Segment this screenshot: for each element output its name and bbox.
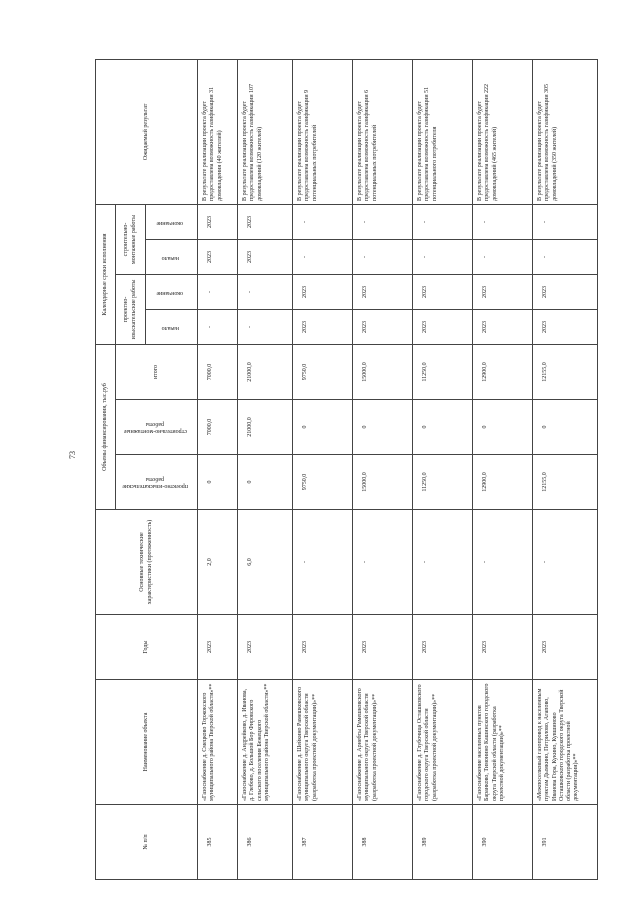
cell-pir-start: 2023 (293, 309, 353, 344)
cell-num: 385 (198, 805, 238, 880)
header-funding: Объемы финансирования, тыс.руб (96, 344, 116, 509)
cell-smr-start: 2023 (238, 239, 293, 274)
cell-specs: - (353, 510, 413, 615)
table-row (238, 59, 293, 879)
cell-specs: 6,0 (238, 510, 293, 615)
cell-funding-pir: 12900,0 (473, 455, 533, 510)
cell-smr-end: - (413, 204, 473, 239)
cell-years: 2023 (293, 615, 353, 680)
header-schedule-smr: строительно-монтажные работы (116, 204, 146, 274)
cell-specs: 2,0 (198, 510, 238, 615)
cell-name: «Газоснабжение д. Шейкино Рамешковского муниципального округа Тверской области (разработка проектной документации)»** (293, 680, 353, 805)
cell-funding-pir: 11250,0 (413, 455, 473, 510)
cell-result: В результате реализации проекта будет предоставлена возможность газификации 107 домовладений (120 жителей) (238, 59, 293, 204)
cell-funding-smr: 0 (353, 400, 413, 455)
cell-years: 2023 (353, 615, 413, 680)
cell-pir-end: - (238, 274, 293, 309)
page-number: 73 (68, 451, 77, 459)
cell-smr-start: 2023 (198, 239, 238, 274)
header-smr-start-label: начало (161, 254, 179, 261)
cell-specs: - (293, 510, 353, 615)
cell-funding-smr: 21000,0 (238, 400, 293, 455)
table-body (198, 59, 598, 879)
header-result: Ожидаемый результат (96, 59, 198, 204)
cell-num: 386 (238, 805, 293, 880)
cell-result: В результате реализации проекта будет предоставлена возможность газификации 305 домовладений (350 жителей) (533, 59, 598, 204)
cell-pir-end: - (198, 274, 238, 309)
cell-pir-start: 2023 (473, 309, 533, 344)
cell-funding-smr: 0 (293, 400, 353, 455)
cell-smr-end: - (293, 204, 353, 239)
table-row (353, 59, 413, 879)
cell-name: «Газоснабжение населенных пунктов Баранково, Тимонино Кашинского городского округа Тверской области (разработка проектной документации)»** (473, 680, 533, 805)
header-smr-end-label: окончание (156, 219, 184, 226)
cell-smr-start: - (293, 239, 353, 274)
cell-result: В результате реализации проекта будет предоставлена возможность газификации 222 домовладений (465 жителей) (473, 59, 533, 204)
header-schedule: Календарные сроки исполнения (96, 204, 116, 344)
cell-num: 390 (473, 805, 533, 880)
header-funding-pir-label: проектно-изыскательские работы (122, 476, 188, 490)
header-funding-total: итого (116, 344, 198, 399)
header-pir-end-label: окончание (156, 289, 184, 296)
cell-specs: - (533, 510, 598, 615)
cell-years: 2023 (238, 615, 293, 680)
cell-num: 387 (293, 805, 353, 880)
cell-pir-start: - (198, 309, 238, 344)
cell-pir-start: 2023 (413, 309, 473, 344)
header-pir-end (146, 274, 198, 309)
cell-name: «Газоснабжение д. Смецково Торжокского муниципального района Тверской области»** (198, 680, 238, 805)
header-years: Годы (96, 615, 198, 680)
cell-funding-pir: 12155,0 (533, 455, 598, 510)
header-funding-smr-label: строительно-монтажные работы (123, 421, 187, 435)
header-schedule-pir: проектно-изыскательские работы (116, 274, 146, 344)
cell-result: В результате реализации проекта будет предоставлена возможность газификации 6 потенциальных потребителей (353, 59, 413, 204)
cell-name: «Межпоселковый газопровод к населенным пунктам Дымкино, Петрилово, Агапово, Иванова Гора, Кукино, Кувшиново Осташковского городского округа Тверской области (разработка проектной документации)»** (533, 680, 598, 805)
cell-smr-start: - (473, 239, 533, 274)
program-table (95, 59, 598, 880)
table-row (533, 59, 598, 879)
cell-result: В результате реализации проекта будет предоставлена возможность газификации 9 потенциальных потребителей (293, 59, 353, 204)
header-pir-start (146, 309, 198, 344)
cell-result: В результате реализации проекта будет предоставлена возможность газификации 51 потенциального потребителя (413, 59, 473, 204)
header-num: № п/п (96, 805, 198, 880)
rotated-page (65, 60, 595, 880)
cell-funding-pir: 15000,0 (353, 455, 413, 510)
cell-years: 2023 (413, 615, 473, 680)
cell-funding-total: 7000,0 (198, 344, 238, 399)
cell-funding-total: 12900,0 (473, 344, 533, 399)
cell-pir-end: 2023 (413, 274, 473, 309)
cell-funding-smr: 0 (413, 400, 473, 455)
header-row (96, 59, 116, 879)
cell-years: 2023 (198, 615, 238, 680)
header-smr-end (146, 204, 198, 239)
table-row (413, 59, 473, 879)
cell-funding-pir: 0 (198, 455, 238, 510)
header-funding-smr (116, 400, 198, 455)
cell-pir-end: 2023 (533, 274, 598, 309)
cell-smr-start: - (353, 239, 413, 274)
cell-funding-smr: 0 (533, 400, 598, 455)
cell-pir-start: 2023 (533, 309, 598, 344)
cell-funding-total: 21000,0 (238, 344, 293, 399)
cell-name: «Газоснабжение д. Андрейково, д. Иванова, д. Глебово, д. Большой Бор Фировского сельского поселения Бежецкого муниципального района Тверской области»** (238, 680, 293, 805)
table-row (473, 59, 533, 879)
cell-pir-end: 2023 (293, 274, 353, 309)
cell-pir-end: 2023 (353, 274, 413, 309)
header-name: Наименование объекта (96, 680, 198, 805)
cell-pir-end: 2023 (473, 274, 533, 309)
cell-funding-pir: 0 (238, 455, 293, 510)
cell-result: В результате реализации проекта будет предоставлена возможность газификации 31 домовладения (40 жителей) (198, 59, 238, 204)
cell-funding-smr: 0 (473, 400, 533, 455)
cell-years: 2023 (473, 615, 533, 680)
cell-funding-smr: 7000,0 (198, 400, 238, 455)
cell-smr-end: 2023 (198, 204, 238, 239)
table-row (198, 59, 238, 879)
cell-funding-total: 12155,0 (533, 344, 598, 399)
cell-name: «Газоснабжение д. Арнебты Рамешковского муниципального округа Тверской области (разработка проектной документации)»** (353, 680, 413, 805)
cell-funding-total: 15000,0 (353, 344, 413, 399)
table-header (96, 59, 198, 879)
cell-funding-pir: 9750,0 (293, 455, 353, 510)
cell-num: 389 (413, 805, 473, 880)
cell-num: 388 (353, 805, 413, 880)
cell-smr-start: - (533, 239, 598, 274)
cell-pir-start: 2023 (353, 309, 413, 344)
header-pir-start-label: начало (161, 324, 179, 331)
cell-specs: - (473, 510, 533, 615)
cell-smr-end: 2023 (238, 204, 293, 239)
cell-num: 391 (533, 805, 598, 880)
cell-funding-total: 9750,0 (293, 344, 353, 399)
cell-specs: - (413, 510, 473, 615)
header-specs: Основные технические характеристики (протяженность) (96, 510, 198, 615)
cell-pir-start: - (238, 309, 293, 344)
cell-funding-total: 11250,0 (413, 344, 473, 399)
cell-years: 2023 (533, 615, 598, 680)
header-funding-pir (116, 455, 198, 510)
cell-smr-end: - (533, 204, 598, 239)
table-row (293, 59, 353, 879)
cell-name: «Газоснабжение д. Глубочица Осташковского городского округа Тверской области (разработка проектной документации)»** (413, 680, 473, 805)
header-smr-start (146, 239, 198, 274)
cell-smr-end: - (473, 204, 533, 239)
cell-smr-end: - (353, 204, 413, 239)
cell-smr-start: - (413, 239, 473, 274)
